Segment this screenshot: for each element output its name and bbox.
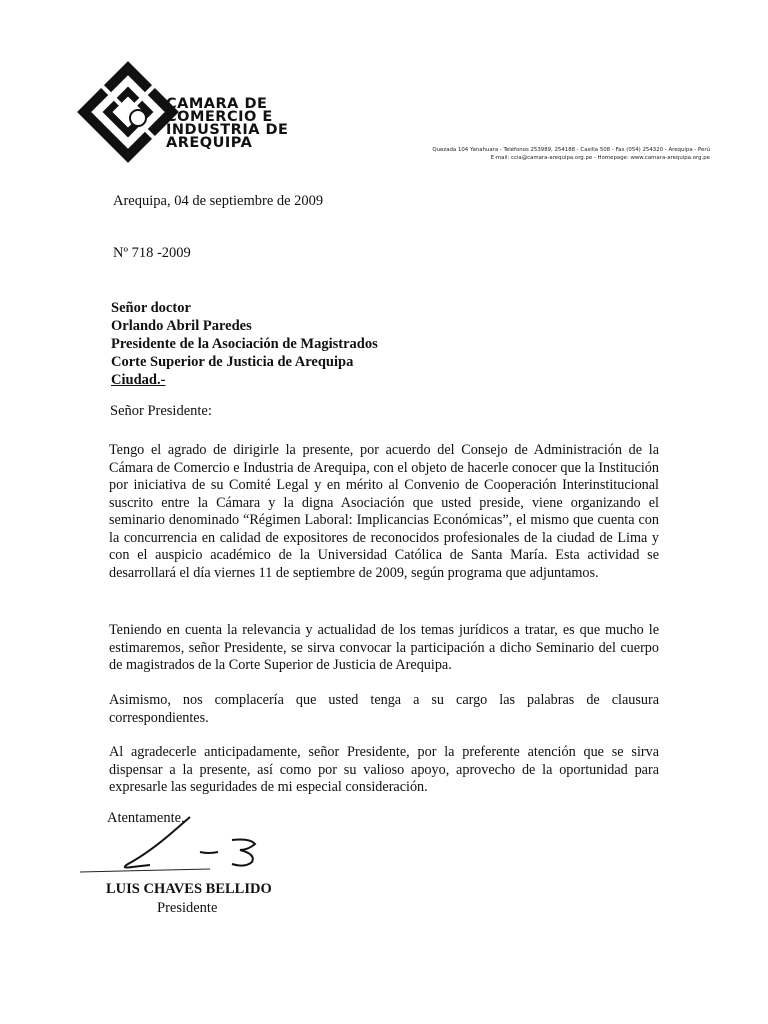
addressee-title: Señor doctor	[111, 300, 191, 316]
signer-title: Presidente	[157, 900, 218, 916]
salutation: Señor Presidente:	[110, 403, 212, 419]
closing: Atentamente,	[107, 810, 185, 826]
addressee-position: Presidente de la Asociación de Magistrados	[111, 336, 378, 352]
org-name-line: AREQUIPA	[166, 135, 253, 151]
body-paragraph: Al agradecerle anticipadamente, señor Presidente, por la preferente atención que se sirva dispensar a la presente, así como por su valioso apoyo, aprovecho de la oportunidad para expresarle las seguridades de mi especial consideración.	[109, 744, 659, 795]
body-paragraph: Asimismo, nos complacería que usted tenga a su cargo las palabras de clausura correspondientes.	[109, 692, 659, 726]
letter-reference-number: Nº 718 -2009	[113, 245, 191, 261]
org-name-line: COMERCIO E	[166, 109, 273, 125]
letterhead-contact	[432, 146, 710, 162]
org-name-line: INDUSTRIA DE	[166, 122, 289, 138]
contact-address-line: Quezada 104 Yanahuara - Teléfonos 253989, 254188 - Casilla 508 - Fax (054) 254320 - Arequipa - Perú	[432, 147, 710, 153]
addressee-block	[111, 299, 378, 389]
addressee-institution: Corte Superior de Justicia de Arequipa	[111, 354, 354, 370]
org-name-line: CAMARA DE	[166, 96, 268, 112]
org-name	[166, 98, 288, 150]
contact-web-line: E-mail: ccia@camara-arequipa.org.pe - Homepage: www.camara-arequipa.org.pe	[490, 155, 710, 161]
addressee-city: Ciudad.-	[111, 372, 166, 388]
body-paragraph: Teniendo en cuenta la relevancia y actualidad de los temas jurídicos a tratar, es que mucho le estimaremos, señor Presidente, se sirva convocar la participación a dicho Seminario del cuerpo de magistrados de la Corte Superior de Justicia de Arequipa.	[109, 622, 659, 673]
handwritten-signature	[80, 812, 300, 882]
signer-name: LUIS CHAVES BELLIDO	[106, 881, 272, 897]
letter-date: Arequipa, 04 de septiembre de 2009	[113, 193, 324, 209]
body-paragraph: Tengo el agrado de dirigirle la presente, por acuerdo del Consejo de Administración de la Cámara de Comercio e Industria de Arequipa, con el objeto de hacerle conocer que la Institución por iniciativa de su Comité Legal y en mérito al Convenio de Cooperación Interinstitucional suscrito entre la Cámara y la digna Asociación que usted preside, viene organizando el seminario denominado “Régimen Laboral: Implicancias Económicas”, el mismo que cuenta con la concurrencia en calidad de expositores de reconocidos profesionales de la ciudad de Lima y con el auspicio académico de la Universidad Católica de Santa María. Esta actividad se desarrollará el día viernes 11 de septiembre de 2009, según programa que adjuntamos.	[109, 442, 659, 581]
addressee-name: Orlando Abril Paredes	[111, 318, 252, 334]
